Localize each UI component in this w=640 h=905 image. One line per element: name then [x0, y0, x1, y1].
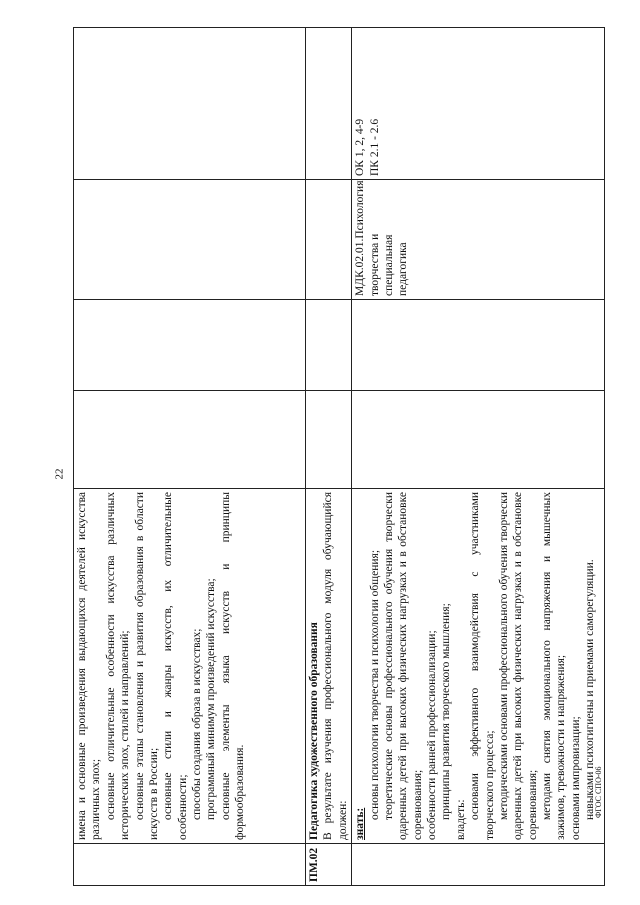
row1-content — [74, 489, 306, 844]
module-title: Педагогика художественного образования — [308, 622, 320, 840]
row2-col5 — [306, 180, 352, 300]
own-item: основами эффективного взаимодействия с участниками творческого процесса; — [469, 492, 496, 840]
table-row — [352, 28, 605, 886]
know-item: теоретические основы профессионального обучения творчески одаренных детей при высоких физических нагрузках и в обстановке соревнования; — [382, 492, 424, 840]
row1-line: основные этапы становления и развития образования в области искусств в России; — [133, 492, 160, 840]
know-item: принципы развития творческого мышления; — [440, 603, 453, 820]
row1-line: программный минимум произведений искусства; — [205, 578, 218, 820]
row1-col6 — [74, 28, 306, 180]
row1-line: основные отличительные особенности искусства различных исторических эпох, стилей и направлений; — [104, 492, 132, 840]
own-item: навыками психогигиены и приемами саморегуляции. — [584, 559, 597, 820]
row1-line: основные стили и жанры искусств, их отличительные особенности; — [162, 492, 189, 840]
row1-code — [74, 844, 306, 886]
competence-table — [73, 27, 605, 886]
row1-col5 — [74, 180, 306, 300]
know-item: основы психологии творчества и психологии общения; — [368, 549, 381, 820]
row2-col4 — [306, 300, 352, 391]
row1-line: способы создания образа в искусствах; — [191, 628, 203, 820]
row3-col3 — [352, 391, 605, 489]
standard-table-rotated — [73, 28, 605, 886]
table-row — [306, 28, 352, 886]
row1-col4 — [74, 300, 306, 391]
row3-code — [352, 844, 605, 886]
competences-cell: ОК 1, 2, 4-9 ПК 2.1 - 2.6 — [352, 28, 605, 180]
row3-col4 — [352, 300, 605, 391]
discipline-cell: МДК.02.01.Психология творчества и специальная педагогика — [352, 180, 605, 300]
page-number: 22 — [53, 468, 66, 480]
row2-col6 — [306, 28, 352, 180]
row2-code: ПМ.02 — [306, 844, 352, 886]
module-intro: В результате изучения профессионального модуля обучающийся должен: — [322, 492, 349, 840]
table-row — [74, 28, 306, 886]
row2-col3 — [306, 391, 352, 489]
own-item: основами импровизации; — [569, 716, 582, 840]
row1-line: основные элементы языка искусств и принципы формообразования. — [219, 492, 247, 840]
row2-content — [306, 489, 352, 844]
own-label: владеть: — [454, 799, 467, 840]
row3-content — [352, 489, 605, 844]
row1-line: имена и основные произведения выдающихся деятелей искусства различных эпох; — [76, 492, 103, 840]
know-item: особенности ранней профессионализации; — [426, 630, 438, 840]
own-item: методическими основами профессионального обучения творчески одаренных детей при высоких физических нагрузках и в обстановке соревнования; — [497, 492, 539, 840]
row1-col3 — [74, 391, 306, 489]
own-item: методами снятия эмоционального напряжения и мышечных зажимов, тревожности и напряжения; — [541, 492, 568, 840]
footer-code: ФГОС СПО-06 — [594, 766, 603, 818]
know-label: знать: — [354, 807, 367, 840]
